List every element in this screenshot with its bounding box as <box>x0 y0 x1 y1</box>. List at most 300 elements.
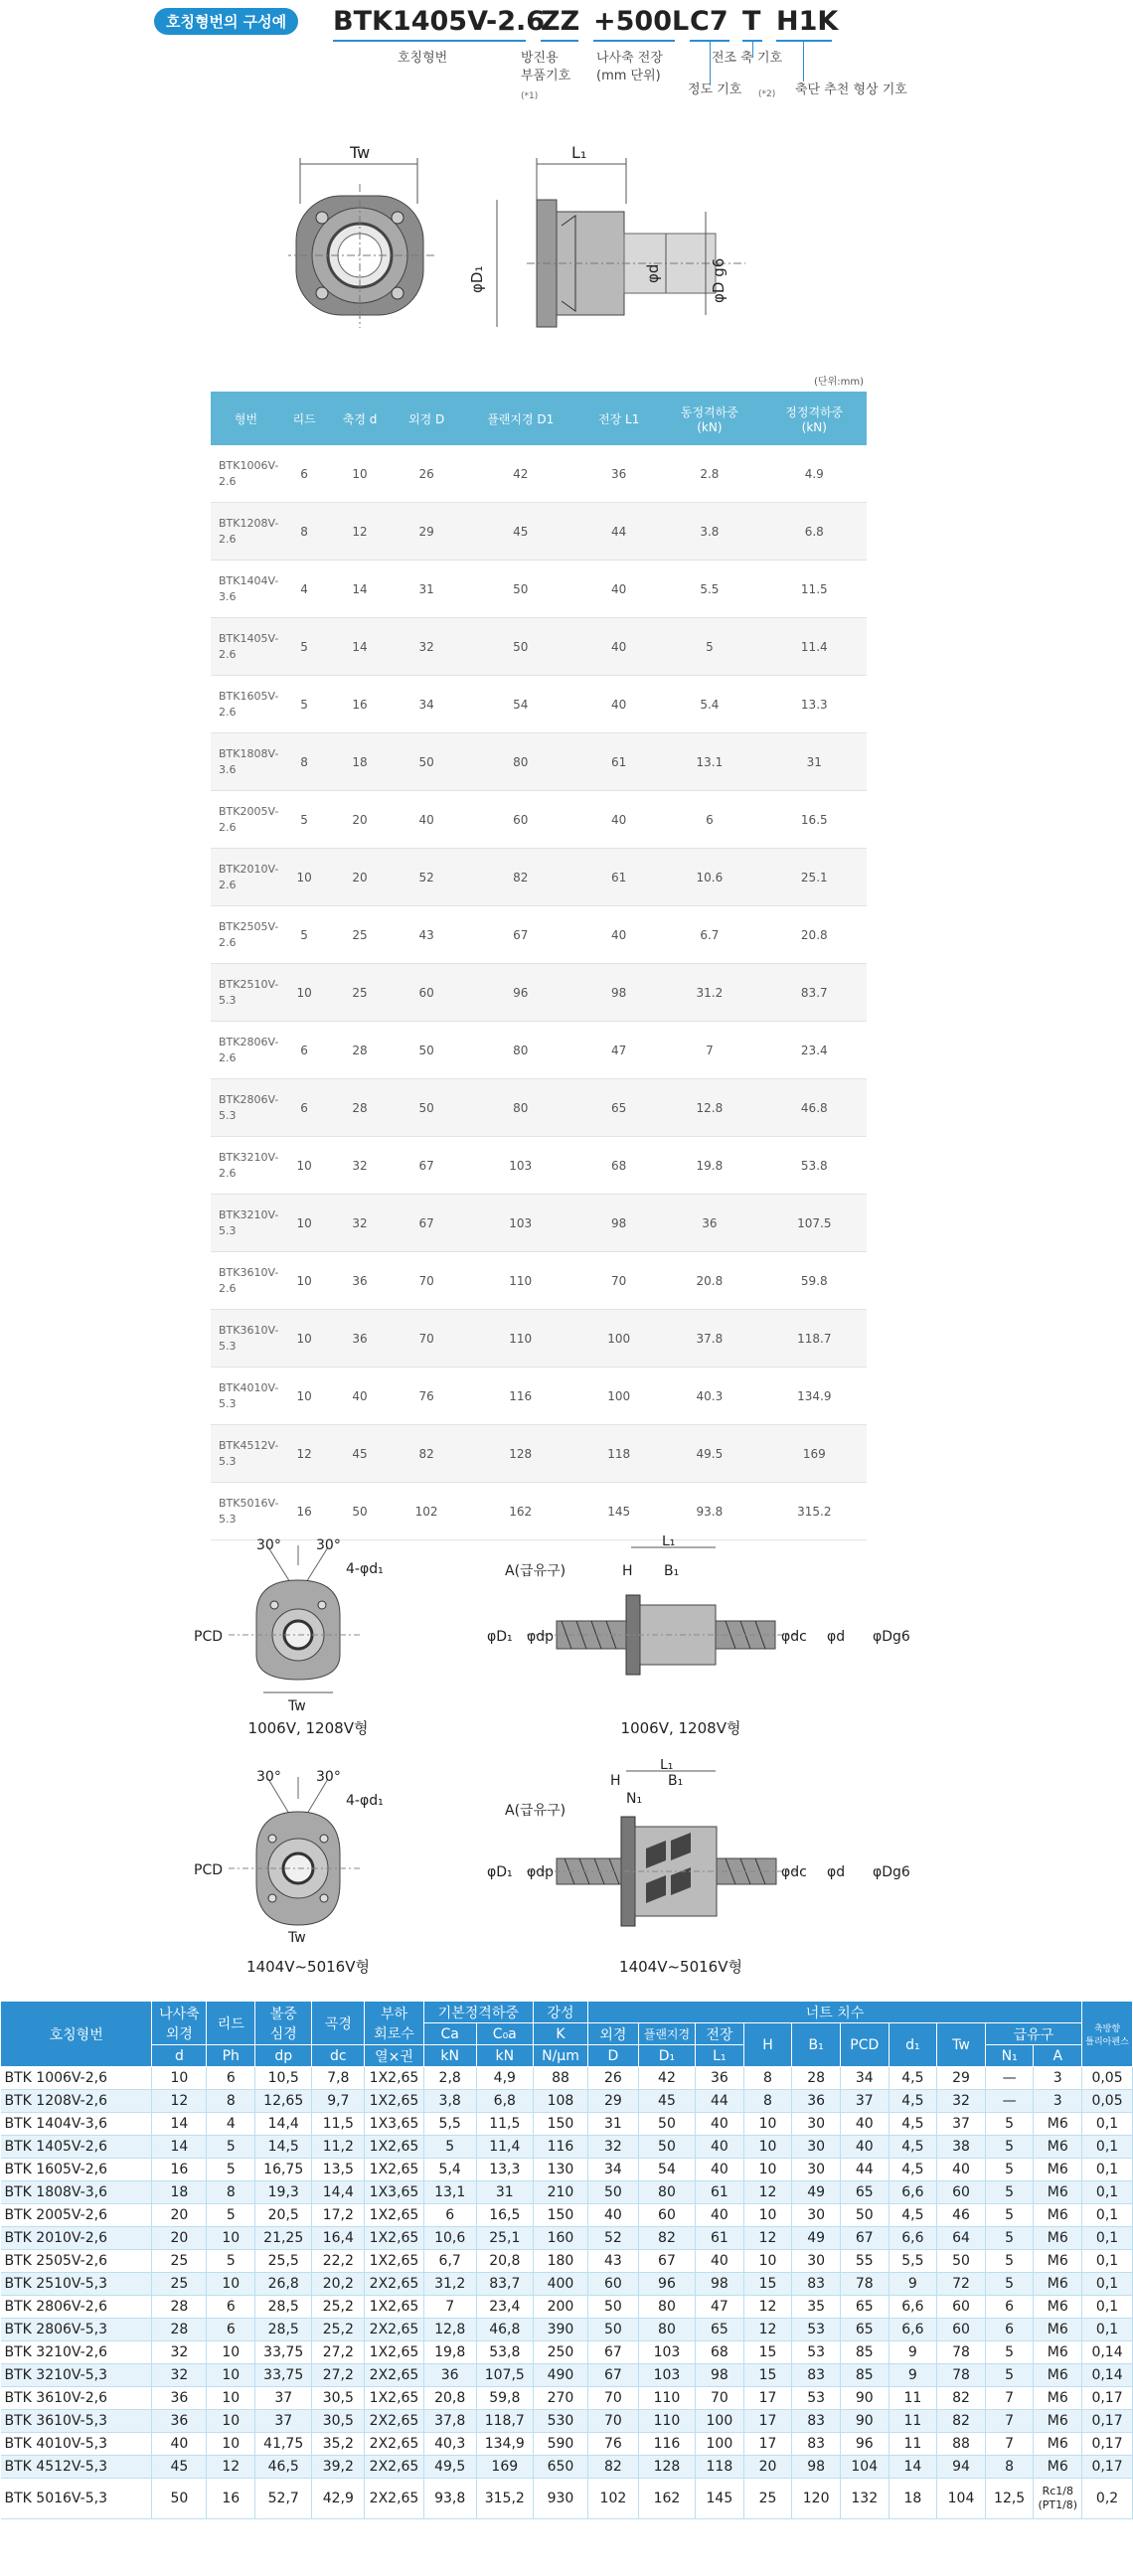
table2-cell: 5 <box>207 2204 255 2227</box>
table2-cell: 36 <box>696 2067 744 2090</box>
table2-cell: 7 <box>985 2433 1034 2456</box>
table2-cell: 103 <box>638 2341 695 2364</box>
table1-model-cell: BTK2010V- 2.6 <box>211 849 281 906</box>
table2-cell: 46 <box>937 2204 986 2227</box>
table2-cell: 94 <box>937 2456 986 2479</box>
table2-cell: 11 <box>889 2410 937 2433</box>
table1-cell: 40 <box>327 1368 393 1425</box>
table2-model-cell: BTK 2005V-2,6 <box>1 2204 152 2227</box>
table1-cell: 67 <box>393 1137 460 1195</box>
table2-cell: 37 <box>937 2113 986 2136</box>
grease-label-large: A(급유구) <box>505 1803 566 1819</box>
table2-cell: M6 <box>1034 2159 1082 2181</box>
table2-cell: 210 <box>533 2181 587 2204</box>
table2-cell: 28 <box>152 2296 207 2319</box>
table2-cell: 12 <box>152 2090 207 2113</box>
table2-cell: 25 <box>152 2273 207 2296</box>
table2-cell: 5 <box>985 2341 1034 2364</box>
connector-accuracy <box>710 42 711 85</box>
table2-cell: 50 <box>588 2296 639 2319</box>
table2-cell: 37,8 <box>423 2410 476 2433</box>
table2-cell: M6 <box>1034 2456 1082 2479</box>
th-dp: dp <box>255 2045 312 2067</box>
table2-cell: 3 <box>1034 2067 1082 2090</box>
table2-cell: 10 <box>207 2387 255 2410</box>
table2-cell: 12 <box>207 2456 255 2479</box>
dg6-label-large: φDg6 <box>873 1864 910 1880</box>
code-model: BTK1405V-2.6 <box>333 6 546 37</box>
table1-cell: 45 <box>327 1425 393 1483</box>
angle-1-large: 30° <box>256 1769 281 1785</box>
table2-cell: 10 <box>207 2433 255 2456</box>
table1-cell: 145 <box>580 1483 657 1540</box>
table2-cell: 28 <box>792 2067 841 2090</box>
table1-model-cell: BTK2806V- 2.6 <box>211 1022 281 1079</box>
table1-model-cell: BTK1405V- 2.6 <box>211 618 281 676</box>
ann-accuracy: 정도 기호 <box>688 82 742 97</box>
table2-cell: 29 <box>937 2067 986 2090</box>
table2-cell: 42,9 <box>312 2479 365 2519</box>
table2-cell: 45 <box>152 2456 207 2479</box>
table2-cell: 0,1 <box>1082 2296 1133 2319</box>
table2-cell: 50 <box>638 2136 695 2159</box>
table1-cell: 20.8 <box>762 906 867 964</box>
table1-model-cell: BTK2806V- 5.3 <box>211 1079 281 1137</box>
table2-cell: 130 <box>533 2159 587 2181</box>
table2-cell: 0,17 <box>1082 2456 1133 2479</box>
table2-cell: 1X2,65 <box>365 2387 423 2410</box>
table2-cell: 4,5 <box>889 2136 937 2159</box>
table1-cell: 61 <box>580 733 657 791</box>
table2-row <box>1 2341 1133 2364</box>
table2-cell: 2X2,65 <box>365 2273 423 2296</box>
th-outer-D: D <box>588 2045 639 2067</box>
table2-cell: 1X2,65 <box>365 2204 423 2227</box>
table2-cell: 132 <box>840 2479 889 2519</box>
table2-cell: 20,2 <box>312 2273 365 2296</box>
table2-cell: 45 <box>638 2090 695 2113</box>
table1-cell: 162 <box>460 1483 580 1540</box>
table1-model-cell: BTK1404V- 3.6 <box>211 561 281 618</box>
code-accuracy: C7 <box>690 6 728 37</box>
caption-side-1404: 1404V~5016V형 <box>619 1958 742 1976</box>
table2-cell: 6,6 <box>889 2227 937 2250</box>
table2-cell: 14,4 <box>312 2181 365 2204</box>
table1-cell: 82 <box>460 849 580 906</box>
table2-row <box>1 2296 1133 2319</box>
table2-cell: 25,1 <box>476 2227 533 2250</box>
table2-cell: 150 <box>533 2204 587 2227</box>
table2-cell: 98 <box>696 2364 744 2387</box>
table2-row <box>1 2387 1133 2410</box>
th-turns: 열×권 <box>365 2045 423 2067</box>
table2-cell: 390 <box>533 2319 587 2341</box>
table2-cell: 5,5 <box>889 2250 937 2273</box>
table2-cell: 1X2,65 <box>365 2227 423 2250</box>
table2-model-cell: BTK 2806V-2,6 <box>1 2296 152 2319</box>
table2-model-cell: BTK 2806V-5,3 <box>1 2319 152 2341</box>
table1-cell: 31 <box>762 733 867 791</box>
n1-label-large: N₁ <box>626 1791 643 1807</box>
table2-cell: 14 <box>889 2456 937 2479</box>
table2-cell: 85 <box>840 2364 889 2387</box>
table2-cell: 9 <box>889 2364 937 2387</box>
d-label: φd <box>827 1629 846 1645</box>
table2-cell: 16,75 <box>255 2159 312 2181</box>
table2-cell: 5 <box>207 2250 255 2273</box>
table2-cell: 46,5 <box>255 2456 312 2479</box>
table1-cell: 23.4 <box>762 1022 867 1079</box>
table2-cell: 16 <box>207 2479 255 2519</box>
table2-cell: 42 <box>638 2067 695 2090</box>
table2-cell: 50 <box>588 2181 639 2204</box>
table2-cell: 0,1 <box>1082 2181 1133 2204</box>
table1-row <box>211 618 867 676</box>
hole-label-large: 4-φd₁ <box>346 1793 384 1809</box>
caption-front-1404: 1404V~5016V형 <box>246 1958 370 1976</box>
table1-cell: 10 <box>281 1195 327 1252</box>
table2-cell: 36 <box>792 2090 841 2113</box>
table1-cell: 103 <box>460 1195 580 1252</box>
table1-cell: 5.4 <box>657 676 761 733</box>
table2-model-cell: BTK 3610V-2,6 <box>1 2387 152 2410</box>
table2-cell: 4,5 <box>889 2113 937 2136</box>
table2-cell: 17 <box>743 2433 792 2456</box>
table1-cell: 37.8 <box>657 1310 761 1368</box>
table2-cell: 0,17 <box>1082 2433 1133 2456</box>
table1-header-cell: 외경 D <box>393 392 460 445</box>
table2-model-cell: BTK 1404V-3,6 <box>1 2113 152 2136</box>
table2-cell: 6,6 <box>889 2319 937 2341</box>
table2-cell: 15 <box>743 2364 792 2387</box>
table1-cell: 50 <box>460 561 580 618</box>
table2-cell: 50 <box>937 2250 986 2273</box>
table2-cell: 70 <box>588 2410 639 2433</box>
th-c0a-unit: kN <box>476 2045 533 2067</box>
th-length-L1: L₁ <box>696 2045 744 2067</box>
table2-cell: 128 <box>638 2456 695 2479</box>
table2-cell: 83,7 <box>476 2273 533 2296</box>
table2-cell: 15 <box>743 2273 792 2296</box>
table1-model-cell: BTK2005V- 2.6 <box>211 791 281 849</box>
table2-cell: 65 <box>840 2296 889 2319</box>
underline-end <box>776 40 832 42</box>
table1-cell: 98 <box>580 1195 657 1252</box>
table2-header-row-1 <box>1 2002 1133 2023</box>
table1-model-cell: BTK3610V- 2.6 <box>211 1252 281 1310</box>
table1-header-cell: 플랜지경 D1 <box>460 392 580 445</box>
table2-cell: 530 <box>533 2410 587 2433</box>
table2-cell: 83 <box>792 2364 841 2387</box>
table2-cell: 13,3 <box>476 2159 533 2181</box>
table1-cell: 10 <box>281 1137 327 1195</box>
table2-cell: 65 <box>840 2319 889 2341</box>
spec-summary-table <box>211 392 867 1540</box>
table2-cell: 96 <box>840 2433 889 2456</box>
table2-cell: 36 <box>152 2410 207 2433</box>
table2-cell: 18 <box>152 2181 207 2204</box>
th-mass: 축방향 틀리아펜스 <box>1082 2002 1133 2067</box>
table2-cell: 5 <box>985 2204 1034 2227</box>
side-view <box>497 158 745 327</box>
table2-cell: 82 <box>937 2410 986 2433</box>
table2-cell: 40 <box>840 2113 889 2136</box>
th-dc: dc <box>312 2045 365 2067</box>
table1-cell: 6 <box>281 1079 327 1137</box>
th-outer: 외경 <box>588 2023 639 2045</box>
table1-cell: 6 <box>281 1022 327 1079</box>
table2-cell: 16 <box>152 2159 207 2181</box>
table1-cell: 20 <box>327 849 393 906</box>
table2-cell: 11,5 <box>312 2113 365 2136</box>
th-ca-unit: kN <box>423 2045 476 2067</box>
table2-cell: 0,17 <box>1082 2387 1133 2410</box>
table1-header-cell: 정정격하중 (kN) <box>762 392 867 445</box>
table2-row <box>1 2090 1133 2113</box>
table1-cell: 118.7 <box>762 1310 867 1368</box>
ann-rolled: 전조 축 기호 <box>712 51 783 66</box>
front-view-small <box>229 1545 363 1692</box>
table2-cell: 43 <box>588 2250 639 2273</box>
table2-cell: 88 <box>533 2067 587 2090</box>
th-rigidity: 강성 <box>533 2002 587 2023</box>
table1-cell: 12 <box>281 1425 327 1483</box>
dc-label-large: φdc <box>781 1864 807 1880</box>
label-tw: Tw <box>350 143 371 162</box>
ann-end: 축단 추천 형상 기호 <box>795 82 907 97</box>
table1-cell: 36 <box>327 1252 393 1310</box>
table1-cell: 6.8 <box>762 503 867 561</box>
table1-row <box>211 1252 867 1310</box>
table2-model-cell: BTK 2510V-5,3 <box>1 2273 152 2296</box>
table1-cell: 16.5 <box>762 791 867 849</box>
table2-cell: 104 <box>840 2456 889 2479</box>
th-lead: 리드 <box>207 2002 255 2045</box>
table2-cell: 50 <box>638 2113 695 2136</box>
table2-cell: 40 <box>696 2159 744 2181</box>
table2-cell: 28 <box>152 2319 207 2341</box>
table2-row <box>1 2479 1133 2519</box>
table2-cell: 53 <box>792 2319 841 2341</box>
table2-cell: 10,6 <box>423 2227 476 2250</box>
table2-cell: 160 <box>533 2227 587 2250</box>
table2-cell: 0,1 <box>1082 2136 1133 2159</box>
table1-cell: 6 <box>657 791 761 849</box>
table2-cell: 10 <box>152 2067 207 2090</box>
table2-cell: 34 <box>588 2159 639 2181</box>
table2-cell: 5 <box>985 2159 1034 2181</box>
table2-cell: 90 <box>840 2387 889 2410</box>
table2-row <box>1 2456 1133 2479</box>
table2-cell: 25 <box>152 2250 207 2273</box>
table2-cell: 0,1 <box>1082 2159 1133 2181</box>
table1-cell: 8 <box>281 503 327 561</box>
table2-cell: 50 <box>152 2479 207 2519</box>
table1-cell: 11.5 <box>762 561 867 618</box>
table2-cell: 53,8 <box>476 2341 533 2364</box>
table2-cell: 1X2,65 <box>365 2296 423 2319</box>
table1-cell: 6 <box>281 445 327 503</box>
table2-cell: 40 <box>937 2159 986 2181</box>
table2-cell: 10 <box>207 2410 255 2433</box>
table2-cell: M6 <box>1034 2273 1082 2296</box>
table2-cell: 82 <box>937 2387 986 2410</box>
table1-cell: 60 <box>393 964 460 1022</box>
pcd-label-large: PCD <box>194 1862 223 1878</box>
table2-cell: M6 <box>1034 2319 1082 2341</box>
table2-cell: 0,14 <box>1082 2341 1133 2364</box>
table1-cell: 100 <box>580 1310 657 1368</box>
d-label-large: φd <box>827 1864 846 1880</box>
table2-cell: 134,9 <box>476 2433 533 2456</box>
table2-cell: 25,2 <box>312 2319 365 2341</box>
table2-cell: 70 <box>696 2387 744 2410</box>
table2-cell: 1X3,65 <box>365 2113 423 2136</box>
label-phi-dg6: φD g6 <box>710 257 728 303</box>
table2-cell: 4,5 <box>889 2204 937 2227</box>
table2-cell: 1X2,65 <box>365 2067 423 2090</box>
table2-row <box>1 2410 1133 2433</box>
table2-cell: 110 <box>638 2410 695 2433</box>
table2-cell: M6 <box>1034 2433 1082 2456</box>
table1-cell: 68 <box>580 1137 657 1195</box>
table2-cell: 11,4 <box>476 2136 533 2159</box>
table1-cell: 26 <box>393 445 460 503</box>
table2-cell: 17 <box>743 2410 792 2433</box>
table1-cell: 5 <box>657 618 761 676</box>
table1-cell: 2.8 <box>657 445 761 503</box>
table1-cell: 40 <box>580 618 657 676</box>
table2-cell: 5 <box>423 2136 476 2159</box>
table2-model-cell: BTK 3210V-2,6 <box>1 2341 152 2364</box>
table2-cell: 5,4 <box>423 2159 476 2181</box>
table2-cell: 116 <box>638 2433 695 2456</box>
table2-cell: 78 <box>840 2273 889 2296</box>
table1-row <box>211 964 867 1022</box>
table1-cell: 67 <box>460 906 580 964</box>
table1-row <box>211 1137 867 1195</box>
table2-cell: 76 <box>588 2433 639 2456</box>
dp-label: φdp <box>527 1629 555 1645</box>
table2-cell: 10 <box>207 2341 255 2364</box>
table2-cell: — <box>985 2090 1034 2113</box>
table1-cell: 32 <box>327 1137 393 1195</box>
table1-cell: 7 <box>657 1022 761 1079</box>
table2-cell: 162 <box>638 2479 695 2519</box>
table1-cell: 43 <box>393 906 460 964</box>
table2-row <box>1 2067 1133 2090</box>
table2-cell: 11,2 <box>312 2136 365 2159</box>
detailed-spec-table <box>0 2001 1133 2519</box>
table2-cell: 150 <box>533 2113 587 2136</box>
table2-cell: 93,8 <box>423 2479 476 2519</box>
hole-label: 4-φd₁ <box>346 1561 384 1577</box>
table2-cell: 16,5 <box>476 2204 533 2227</box>
table2-cell: 6 <box>207 2067 255 2090</box>
table2-cell: 200 <box>533 2296 587 2319</box>
table2-cell: 10 <box>207 2273 255 2296</box>
table2-cell: M6 <box>1034 2410 1082 2433</box>
table2-cell: 88 <box>937 2433 986 2456</box>
table2-cell: 67 <box>588 2341 639 2364</box>
table2-cell: 35,2 <box>312 2433 365 2456</box>
caption-side-1006: 1006V, 1208V형 <box>620 1719 741 1737</box>
table2-cell: 2X2,65 <box>365 2456 423 2479</box>
table2-row <box>1 2273 1133 2296</box>
ann-dust-2: 부품기호 <box>521 69 571 83</box>
table1-cell: 82 <box>393 1425 460 1483</box>
table2-cell: 54 <box>638 2159 695 2181</box>
table2-cell: 40 <box>152 2433 207 2456</box>
table1-cell: 134.9 <box>762 1368 867 1425</box>
table2-cell: 180 <box>533 2250 587 2273</box>
th-root: 곡경 <box>312 2002 365 2045</box>
table1-cell: 5.5 <box>657 561 761 618</box>
th-c0a: C₀a <box>476 2023 533 2045</box>
table1-cell: 31 <box>393 561 460 618</box>
table1-cell: 100 <box>580 1368 657 1425</box>
table2-cell: 0,05 <box>1082 2090 1133 2113</box>
table2-cell: 33,75 <box>255 2364 312 2387</box>
table1-cell: 13.1 <box>657 733 761 791</box>
table2-cell: 5 <box>985 2113 1034 2136</box>
table2-row <box>1 2433 1133 2456</box>
th-Tw: Tw <box>937 2023 986 2067</box>
table2-cell: 31,2 <box>423 2273 476 2296</box>
caption-front-1006: 1006V, 1208V형 <box>247 1719 369 1737</box>
table1-cell: 10 <box>327 445 393 503</box>
table2-cell: 67 <box>638 2250 695 2273</box>
table2-cell: 36 <box>423 2364 476 2387</box>
table2-cell: 30 <box>792 2159 841 2181</box>
table2-cell: 5 <box>985 2273 1034 2296</box>
table2-cell: 38 <box>937 2136 986 2159</box>
table2-cell: 2X2,65 <box>365 2410 423 2433</box>
table1-cell: 50 <box>393 733 460 791</box>
table2-cell: 41,75 <box>255 2433 312 2456</box>
table2-cell: 6 <box>423 2204 476 2227</box>
table1-model-cell: BTK1208V- 2.6 <box>211 503 281 561</box>
table2-cell: — <box>985 2067 1034 2090</box>
l1-label: L₁ <box>662 1535 676 1549</box>
table2-cell: 0,1 <box>1082 2250 1133 2273</box>
table2-cell: 52 <box>588 2227 639 2250</box>
table2-cell: 12 <box>743 2296 792 2319</box>
table1-cell: 36 <box>327 1310 393 1368</box>
th-N1: N₁ <box>985 2045 1034 2067</box>
table2-cell: 27,2 <box>312 2341 365 2364</box>
table1-cell: 103 <box>460 1137 580 1195</box>
table1-model-cell: BTK1605V- 2.6 <box>211 676 281 733</box>
table2-cell: 116 <box>533 2136 587 2159</box>
table1-cell: 80 <box>460 733 580 791</box>
table2-cell: 25,5 <box>255 2250 312 2273</box>
dp-label-large: φdp <box>527 1864 555 1880</box>
table1-cell: 40 <box>580 791 657 849</box>
table2-cell: 4,9 <box>476 2067 533 2090</box>
table1-cell: 98 <box>580 964 657 1022</box>
table2-cell: M6 <box>1034 2364 1082 2387</box>
drawing-1404v-5016v <box>189 1759 944 1958</box>
table1-cell: 3.8 <box>657 503 761 561</box>
table2-cell: 20,5 <box>255 2204 312 2227</box>
table2-cell: 98 <box>792 2456 841 2479</box>
table2-cell: 25 <box>743 2479 792 2519</box>
table2-cell: 2X2,65 <box>365 2319 423 2341</box>
table1-model-cell: BTK5016V- 5.3 <box>211 1483 281 1540</box>
table1-cell: 45 <box>460 503 580 561</box>
table1-cell: 5 <box>281 906 327 964</box>
